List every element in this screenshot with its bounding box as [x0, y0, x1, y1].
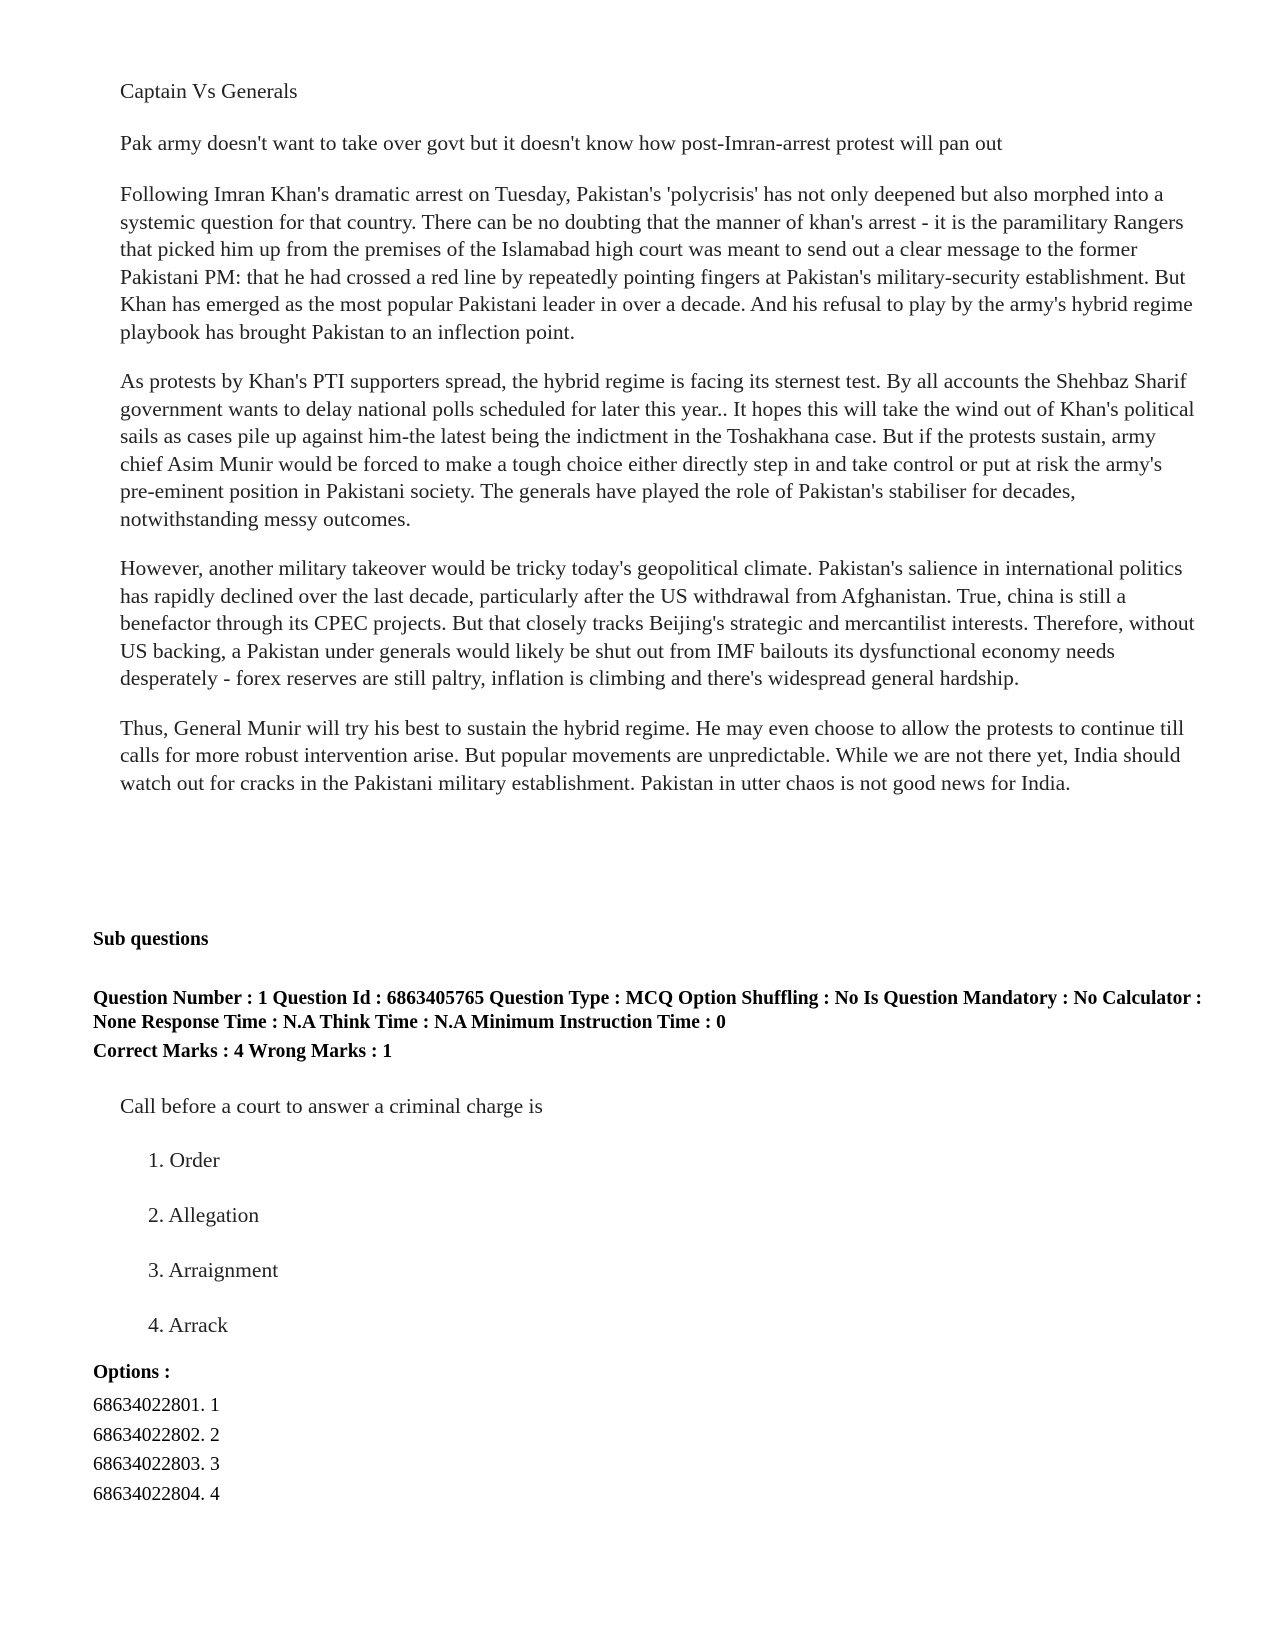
choice-item: 2. Allegation — [148, 1203, 260, 1227]
choice-item: 1. Order — [148, 1148, 220, 1172]
option-item: 68634022801. 1 — [93, 1395, 220, 1416]
passage-paragraph: Following Imran Khan's dramatic arrest on Tuesday, Pakistan's 'polycrisis' has not only deepened but also morphed into a systemic question for that country. There can be no doubting that the manner of khan's arrest - it is the paramilitary Rangers that picked him up from the premises of the Islamabad high court was meant to send out a clear message to the former Pakistani PM: that he had crossed a red line by repeatedly pointing fingers at Pakistan's military-security establishment. But Khan has emerged as the most popular Pakistani leader in over a decade. And his refusal to play by the army's hybrid regime playbook has brought Pakistan to an inflection point. — [120, 182, 1193, 344]
marks-info: Correct Marks : 4 Wrong Marks : 1 — [93, 1041, 393, 1062]
passage-paragraph: As protests by Khan's PTI supporters spread, the hybrid regime is facing its sternest test. By all accounts the Shehbaz Sharif government wants to delay national polls scheduled for later this year.. It hopes this will take the wind out of Khan's political sails as cases pile up against him-the latest being the indictment in the Toshakhana case. But if the protests sustain, army chief Asim Munir would be forced to make a tough choice either directly step in and take control or put at risk the army's pre-eminent position in Pakistani society. The generals have played the role of Pakistan's stabiliser for decades, notwithstanding messy outcomes. — [120, 369, 1195, 531]
options-label: Options : — [93, 1362, 171, 1383]
question-meta: Question Number : 1 Question Id : 6863405765 Question Type : MCQ Option Shuffling : No Is Question Mandatory : No Calculator : None Response Time : N.A Think Time : N.A Minimum Instruction Time : 0 — [93, 988, 1203, 1033]
question-text: Call before a court to answer a criminal charge is — [120, 1094, 543, 1118]
choice-list — [148, 1146, 278, 1366]
passage — [120, 78, 1200, 819]
passage-subtitle: Pak army doesn't want to take over govt but it doesn't know how post-Imran-arrest protest will pan out — [120, 130, 1003, 155]
passage-title: Captain Vs Generals — [120, 79, 298, 103]
option-item: 68634022802. 2 — [93, 1424, 220, 1446]
option-item: 68634022803. 3 — [93, 1454, 220, 1475]
choice-item: 3. Arraignment — [148, 1258, 279, 1282]
passage-paragraph: Thus, General Munir will try his best to sustain the hybrid regime. He may even choose to allow the protests to continue till calls for more robust intervention arise. But popular movements are unpredictable. While we are not there yet, India should watch out for cracks in the Pakistani military establishment. Pakistan in utter chaos is not good news for India. — [120, 715, 1185, 795]
sub-questions-label: Sub questions — [93, 929, 209, 950]
passage-paragraph: However, another military takeover would be tricky today's geopolitical climate. Pakistan's salience in international politics has rapidly declined over the last decade, particularly after the US withdrawal from Afghanistan. True, china is still a benefactor through its CPEC projects. But that closely tracks Beijing's strategic and mercantilist interests. Therefore, without US backing, a Pakistan under generals would likely be shut out from IMF bailouts its dysfunctional economy needs desperately - forex reserves are still paltry, inflation is climbing and there's widespread general hardship. — [120, 556, 1195, 690]
choice-item: 4. Arrack — [148, 1313, 228, 1337]
options-list — [93, 1391, 220, 1509]
option-item: 68634022804. 4 — [93, 1483, 220, 1505]
